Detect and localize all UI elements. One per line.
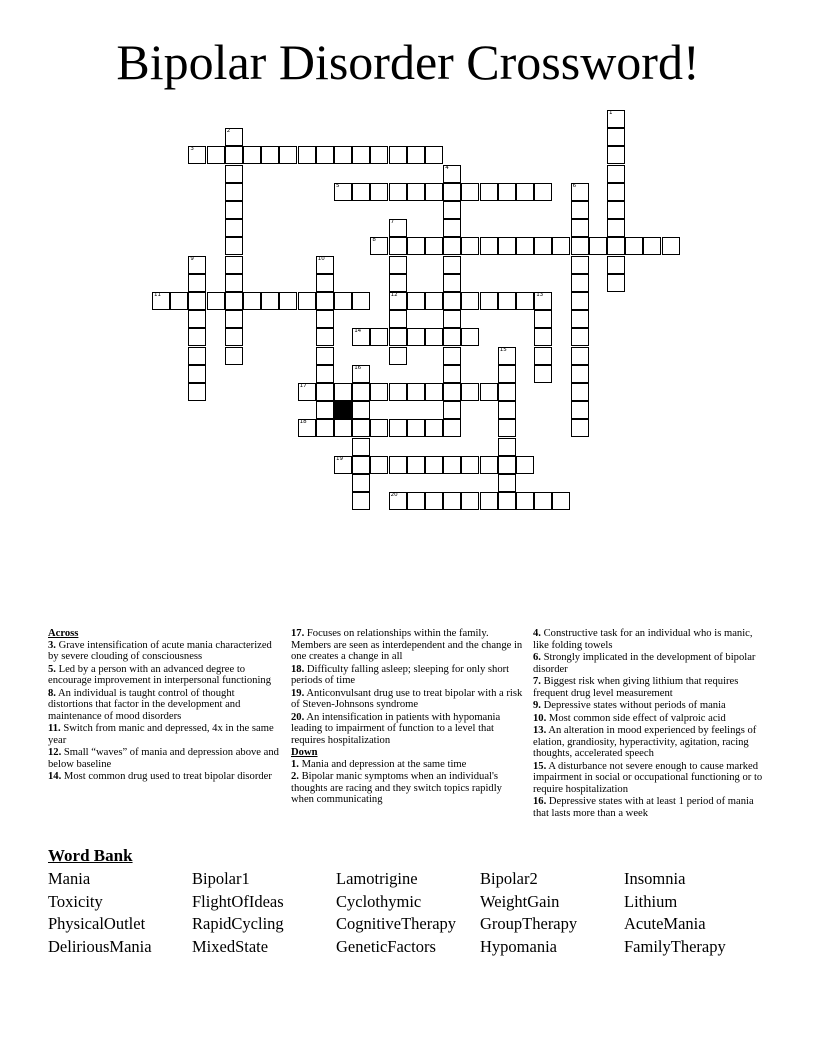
grid-cell[interactable] [461,383,479,401]
word-bank-item: CognitiveTherapy [336,914,457,934]
clue-text: Constructive task for an individual who is manic, like folding towels [533,628,753,651]
grid-cell[interactable] [498,419,516,437]
grid-cell[interactable] [188,347,206,365]
grid-cell[interactable] [316,274,334,292]
word-bank-item: Bipolar2 [480,869,538,888]
grid-cell[interactable] [498,237,516,255]
grid-cell[interactable] [589,237,607,255]
grid-cell[interactable] [407,456,425,474]
grid-cell[interactable] [316,328,334,346]
clue-text: Grave intensification of acute mania characterized by severe clouding of consciousness [48,639,272,662]
clue-item [48,723,280,746]
grid-cell[interactable] [334,456,352,474]
grid-cell[interactable] [516,456,534,474]
clues-column-3 [533,628,765,820]
clues-column-2 [291,628,523,807]
grid-cell[interactable] [352,183,370,201]
clue-text: An alteration in mood experienced by feelings of elation, grandiosity, hyperactivity, agitation, racing thoughts, accelerated speech [533,725,757,759]
grid-cell[interactable] [407,237,425,255]
grid-cell[interactable] [225,256,243,274]
clue-number: 12 [390,292,398,298]
clue-text: Most common side effect of valproic acid [546,712,726,724]
grid-cell[interactable] [370,146,388,164]
word-bank-item: RapidCycling [192,914,284,934]
word-bank-item: Lithium [624,891,678,911]
grid-cell[interactable] [571,383,589,401]
grid-cell[interactable] [188,146,206,164]
clue-number-label: 18. [291,663,305,675]
clue-number-label: 6. [533,652,541,663]
grid-cell[interactable] [389,383,407,401]
grid-cell[interactable] [498,438,516,456]
clue-number: 18 [299,419,307,426]
clue-item [291,771,523,806]
grid-cell[interactable] [534,347,552,365]
grid-cell[interactable] [498,492,516,510]
grid-cell[interactable] [607,219,625,237]
grid-cell[interactable] [443,256,461,274]
clue-number: 14 [354,328,362,335]
grid-cell[interactable] [443,292,461,310]
clue-number: 15 [499,346,507,353]
grid-cell[interactable] [498,347,516,365]
clue-item [291,628,523,663]
grid-cell[interactable] [607,274,625,292]
grid-cell[interactable] [425,146,443,164]
grid-cell[interactable] [389,219,407,237]
grid-cell[interactable] [316,292,334,310]
grid-cell[interactable] [389,419,407,437]
word-bank-item: Lamotrigine [336,869,418,888]
clue-number-label: 14. [48,771,62,782]
grid-cell[interactable] [552,492,570,510]
grid-cell[interactable] [334,146,352,164]
clue-text: A disturbance not severe enough to cause marked impairment in social or occupational functioning or to require hospitalization [533,760,763,795]
grid-cell[interactable] [607,110,625,128]
clue-text: An intensification in patients with hypomania leading to impairment of function to a level that requires hospitalization [291,711,501,746]
clue-number-label: 17. [291,628,305,639]
grid-cell[interactable] [461,456,479,474]
grid-cell[interactable] [152,292,170,310]
clue-number-label: 11. [48,723,61,734]
grid-cell[interactable] [443,328,461,346]
word-bank-item: Insomnia [624,869,686,888]
grid-cell[interactable] [516,237,534,255]
word-bank-item: MixedState [192,937,269,957]
clue-text: An individual is taught control of thought distortions that factor in the development and maintenance of mood disorders [48,687,241,722]
grid-cell[interactable] [607,237,625,255]
clue-number-label: 3. [48,639,56,651]
grid-cell[interactable] [607,201,625,219]
clue-number: 3 [190,146,194,153]
grid-cell[interactable] [571,237,589,255]
grid-cell[interactable] [225,165,243,183]
clue-number-label: 19. [291,687,305,699]
grid-cell[interactable] [461,292,479,310]
grid-cell[interactable] [407,328,425,346]
clue-number-label: 8. [48,687,56,699]
clue-number-label: 5. [48,663,56,675]
grid-cell[interactable] [425,492,443,510]
clue-item [533,676,765,699]
grid-cell[interactable] [480,237,498,255]
grid-cell[interactable] [425,456,443,474]
clue-item [533,713,765,725]
clue-item [291,664,523,687]
grid-cell[interactable] [480,292,498,310]
clue-text: Difficulty falling asleep; sleeping for only short periods of time [291,663,510,686]
word-bank-item: Toxicity [48,891,103,911]
grid-cell[interactable] [443,456,461,474]
clue-text: Most common drug used to treat bipolar disorder [61,771,272,782]
grid-cell[interactable] [352,438,370,456]
grid-cell[interactable] [425,328,443,346]
grid-cell[interactable] [389,328,407,346]
grid-cell[interactable] [298,146,316,164]
grid-cell[interactable] [498,383,516,401]
grid-cell[interactable] [261,292,279,310]
clue-number-label: 10. [533,712,547,724]
grid-cell[interactable] [389,492,407,510]
grid-cell[interactable] [352,365,370,383]
grid-cell[interactable] [425,383,443,401]
grid-cell[interactable] [261,146,279,164]
grid-cell[interactable] [225,146,243,164]
grid-cell[interactable] [188,310,206,328]
grid-cell[interactable] [334,292,352,310]
grid-cell[interactable] [443,347,461,365]
grid-cell[interactable] [534,328,552,346]
grid-cell[interactable] [188,256,206,274]
grid-cell[interactable] [552,237,570,255]
clue-text: Small “waves” of mania and depression above and below baseline [48,747,279,770]
grid-cell[interactable] [607,146,625,164]
grid-cell[interactable] [571,347,589,365]
grid-cell[interactable] [498,292,516,310]
word-bank-item: WeightGain [480,891,560,911]
grid-cell[interactable] [443,419,461,437]
grid-cell[interactable] [370,456,388,474]
clue-number: 8 [372,237,376,244]
clue-number-label: 9. [533,700,541,711]
clues-header: Across [48,628,79,639]
clue-number-label: 13. [533,725,547,736]
grid-cell[interactable] [407,183,425,201]
grid-cell[interactable] [370,383,388,401]
grid-cell[interactable] [443,165,461,183]
clue-number-label: 12. [48,747,62,758]
grid-cell[interactable] [571,328,589,346]
grid-cell[interactable] [352,401,370,419]
clue-number: 6 [572,182,577,189]
grid-cell[interactable] [188,365,206,383]
grid-cell[interactable] [170,292,188,310]
grid-cell[interactable] [425,419,443,437]
grid-cell[interactable] [389,274,407,292]
clue-text: Anticonvulsant drug use to treat bipolar with a risk of Steven-Johnsons syndrome [291,687,523,710]
grid-cell[interactable] [225,201,243,219]
grid-cell[interactable] [334,183,352,201]
grid-cell[interactable] [225,310,243,328]
clue-item [291,759,523,771]
clue-number: 1 [609,110,613,116]
grid-cell[interactable] [370,237,388,255]
grid-cell[interactable] [571,183,589,201]
grid-cell[interactable] [389,146,407,164]
clue-number: 20 [390,492,398,499]
clue-text: Strongly implicated in the development of bipolar disorder [533,652,756,675]
page-title: Bipolar Disorder Crossword! [116,34,700,90]
grid-cell[interactable] [443,383,461,401]
grid-cell[interactable] [498,365,516,383]
clue-text: Switch from manic and depressed, 4x in the same year [48,723,274,746]
clue-text: Biggest risk when giving lithium that requires frequent drug level measurement [533,676,739,699]
grid-cell[interactable] [461,492,479,510]
word-bank-item: Bipolar1 [192,869,250,888]
grid-cell[interactable] [316,146,334,164]
word-bank-item: FamilyTherapy [624,937,726,957]
word-bank-title: Word Bank [48,846,133,865]
grid-cell[interactable] [480,183,498,201]
grid-cell[interactable] [461,183,479,201]
grid-cell[interactable] [279,146,297,164]
grid-cell[interactable] [389,456,407,474]
grid-cell[interactable] [443,492,461,510]
grid-cell[interactable] [443,365,461,383]
clue-item [291,712,523,747]
grid-cell[interactable] [571,419,589,437]
word-bank-item: Cyclothymic [336,891,422,911]
grid-cell[interactable] [352,419,370,437]
grid-cell[interactable] [534,365,552,383]
grid-cell[interactable] [243,292,261,310]
grid-cell[interactable] [389,183,407,201]
clue-number: 2 [226,128,231,135]
grid-cell[interactable] [443,310,461,328]
grid-cell[interactable] [571,310,589,328]
grid-cell[interactable] [425,183,443,201]
clue-item [533,652,765,675]
clue-number-label: 1. [291,758,299,770]
clue-number: 13 [536,292,544,298]
grid-cell[interactable] [279,292,297,310]
grid-cell[interactable] [443,219,461,237]
grid-cell[interactable] [443,237,461,255]
grid-cell[interactable] [188,292,206,310]
grid-cell[interactable] [643,237,661,255]
grid-cell[interactable] [316,401,334,419]
grid-cell[interactable] [571,219,589,237]
clue-number: 16 [354,364,362,371]
grid-cell[interactable] [352,146,370,164]
grid-cell[interactable] [207,146,225,164]
clue-item [533,628,765,651]
grid-cell[interactable] [534,310,552,328]
black-cell [334,401,352,419]
grid-cell[interactable] [480,492,498,510]
grid-cell[interactable] [571,274,589,292]
grid-cell[interactable] [407,419,425,437]
grid-cell[interactable] [607,128,625,146]
grid-cell[interactable] [571,401,589,419]
grid-cell[interactable] [461,328,479,346]
clue-item [48,771,280,783]
word-bank-item: FlightOfIdeas [192,891,284,911]
grid-cell[interactable] [334,419,352,437]
grid-cell[interactable] [370,328,388,346]
grid-cell[interactable] [316,310,334,328]
grid-cell[interactable] [316,256,334,274]
grid-cell[interactable] [370,419,388,437]
grid-cell[interactable] [534,183,552,201]
word-bank-item: Hypomania [480,937,557,957]
clue-number: 10 [317,255,325,262]
grid-cell[interactable] [480,456,498,474]
grid-cell[interactable] [188,274,206,292]
grid-cell[interactable] [316,383,334,401]
word-bank-item: PhysicalOutlet [48,914,146,934]
grid-cell[interactable] [389,292,407,310]
grid-cell[interactable] [188,328,206,346]
grid-cell[interactable] [516,183,534,201]
clue-number: 17 [299,383,307,389]
grid-cell[interactable] [352,456,370,474]
grid-cell[interactable] [225,183,243,201]
grid-cell[interactable] [316,365,334,383]
grid-cell[interactable] [498,401,516,419]
grid-cell[interactable] [370,183,388,201]
clue-item [48,640,280,663]
grid-cell[interactable] [352,492,370,510]
grid-cell[interactable] [516,492,534,510]
grid-cell[interactable] [534,237,552,255]
clue-number: 5 [336,182,340,189]
clue-number: 4 [445,164,449,171]
grid-cell[interactable] [352,474,370,492]
clue-number: 9 [190,255,194,262]
grid-cell[interactable] [316,347,334,365]
clue-number-label: 7. [533,676,541,687]
grid-cell[interactable] [298,383,316,401]
grid-cell[interactable] [425,237,443,255]
clue-text: Mania and depression at the same time [298,758,467,770]
grid-cell[interactable] [571,292,589,310]
grid-cell[interactable] [480,383,498,401]
grid-cell[interactable] [498,474,516,492]
grid-cell[interactable] [516,292,534,310]
grid-cell[interactable] [571,365,589,383]
grid-cell[interactable] [352,383,370,401]
grid-cell[interactable] [571,256,589,274]
grid-cell[interactable] [571,201,589,219]
clues-header: Down [291,747,318,758]
word-bank-item: Mania [48,869,91,888]
grid-cell[interactable] [534,492,552,510]
clue-text: Led by a person with an advanced degree to encourage improvement in interpersonal functioning [48,663,271,686]
grid-cell[interactable] [389,256,407,274]
clue-number: 7 [390,219,395,226]
clue-item [533,796,765,819]
clue-number-label: 20. [291,711,305,723]
grid-cell[interactable] [389,310,407,328]
word-bank-item: AcuteMania [624,914,706,934]
grid-cell[interactable] [225,237,243,255]
clue-text: Focuses on relationships within the family. Members are seen as interdependent and the change in one creates a change in all [291,628,523,662]
clue-number-label: 2. [291,771,299,782]
clue-number-label: 4. [533,628,541,639]
clue-number: 11 [154,292,161,298]
clues-column-1 [48,628,280,784]
clue-item [48,664,280,687]
grid-cell[interactable] [407,292,425,310]
grid-cell[interactable] [534,292,552,310]
word-bank-item: DeliriousMania [48,937,152,957]
grid-cell[interactable] [443,274,461,292]
word-bank-item: GeneticFactors [336,937,436,957]
clue-item [48,747,280,770]
grid-cell[interactable] [352,292,370,310]
clue-item [533,700,765,712]
grid-cell[interactable] [625,237,643,255]
clue-item [533,725,765,760]
grid-cell[interactable] [662,237,680,255]
grid-cell[interactable] [225,292,243,310]
clue-text: Bipolar manic symptoms when an individual's thoughts are racing and they switch topics rapidly when communicating [291,771,502,805]
clue-number: 19 [336,455,343,462]
grid-cell[interactable] [498,183,516,201]
grid-cell[interactable] [607,183,625,201]
grid-cell[interactable] [243,146,261,164]
grid-cell[interactable] [389,347,407,365]
grid-cell[interactable] [443,201,461,219]
grid-cell[interactable] [188,383,206,401]
grid-cell[interactable] [389,237,407,255]
clue-text: Depressive states with at least 1 period of mania that lasts more than a week [533,796,754,819]
grid-cell[interactable] [225,128,243,146]
grid-cell[interactable] [407,146,425,164]
grid-cell[interactable] [334,383,352,401]
grid-cell[interactable] [298,292,316,310]
grid-cell[interactable] [498,456,516,474]
grid-cell[interactable] [352,328,370,346]
clue-number-label: 15. [533,760,547,772]
clue-text: Depressive states without periods of mania [540,700,726,711]
grid-cell[interactable] [425,292,443,310]
grid-cell[interactable] [443,183,461,201]
grid-cell[interactable] [407,383,425,401]
grid-cell[interactable] [316,419,334,437]
clue-item [48,688,280,723]
clue-item [291,688,523,711]
word-bank-item: GroupTherapy [480,914,578,934]
grid-cell[interactable] [225,274,243,292]
grid-cell[interactable] [461,237,479,255]
grid-cell[interactable] [225,347,243,365]
grid-cell[interactable] [607,165,625,183]
grid-cell[interactable] [207,292,225,310]
grid-cell[interactable] [607,256,625,274]
clue-item [533,761,765,796]
clue-number-label: 16. [533,796,547,807]
grid-cell[interactable] [443,401,461,419]
grid-cell[interactable] [225,328,243,346]
grid-cell[interactable] [298,419,316,437]
grid-cell[interactable] [407,492,425,510]
grid-cell[interactable] [225,219,243,237]
